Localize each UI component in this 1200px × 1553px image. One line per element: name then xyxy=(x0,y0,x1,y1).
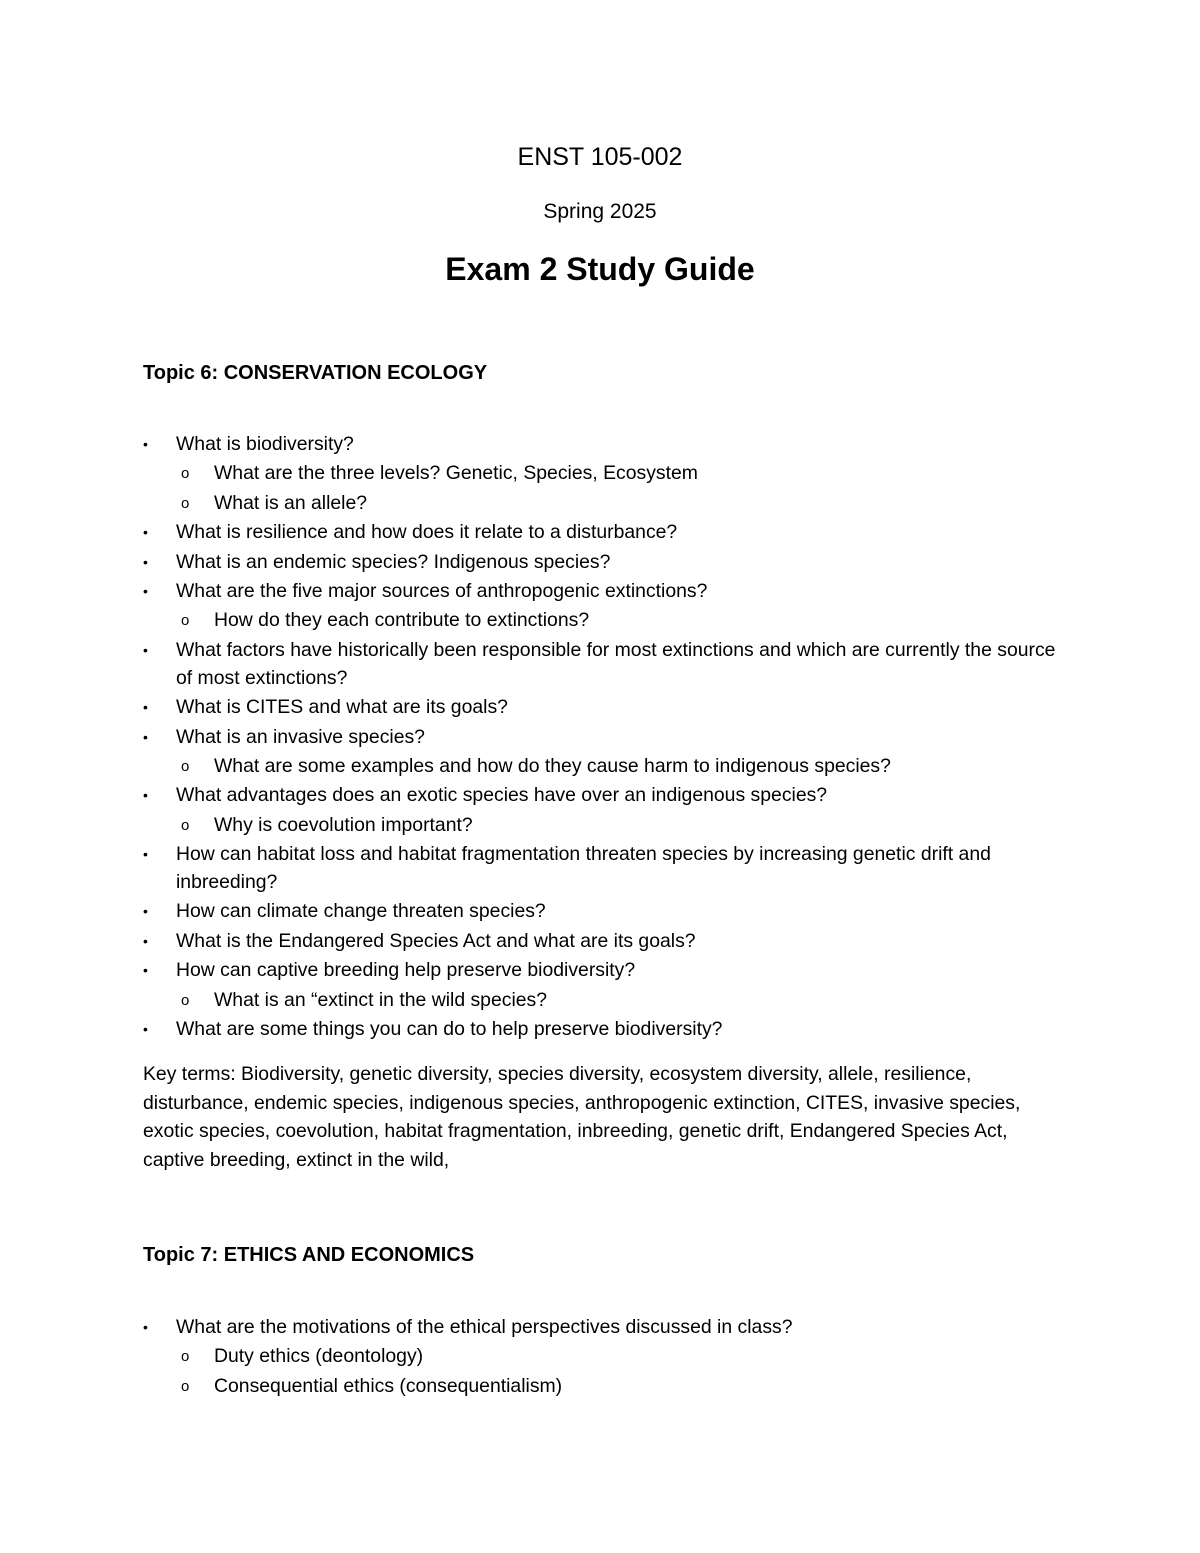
bullet-icon: • xyxy=(143,553,148,570)
sub-question-item xyxy=(143,986,1063,1014)
sub-bullet-icon: o xyxy=(181,465,190,483)
bullet-icon: • xyxy=(143,787,148,804)
sub-question-text: What is an “extinct in the wild species? xyxy=(214,988,548,1011)
question-item xyxy=(143,518,1063,546)
question-text: What is biodiversity? xyxy=(176,433,354,455)
topic-7-heading: Topic 7: ETHICS AND ECONOMICS xyxy=(143,1244,475,1266)
sub-bullet-icon: o xyxy=(181,1377,190,1395)
question-text: What factors have historically been responsible for most extinctions and which are currently the source of most extinctions? xyxy=(176,638,1056,689)
question-text: What are the motivations of the ethical perspectives discussed in class? xyxy=(176,1316,793,1338)
sub-question-list xyxy=(176,986,1063,1014)
question-item xyxy=(143,781,1063,838)
bullet-icon: • xyxy=(143,699,148,716)
sub-bullet-icon: o xyxy=(181,816,190,834)
sub-question-text: Why is coevolution important? xyxy=(214,813,473,836)
question-text: What are some things you can do to help preserve biodiversity? xyxy=(176,1018,723,1041)
sub-question-item xyxy=(143,606,1063,634)
sub-question-item xyxy=(143,752,1063,780)
bullet-icon: • xyxy=(143,641,148,658)
page-title: Exam 2 Study Guide xyxy=(445,251,755,287)
sub-question-text: What is an allele? xyxy=(214,491,368,514)
bullet-icon: • xyxy=(143,582,148,599)
sub-question-list xyxy=(176,752,1063,780)
sub-question-item xyxy=(143,811,1063,839)
sub-bullet-icon: o xyxy=(181,991,190,1009)
question-text: What is an endemic species? Indigenous species? xyxy=(176,550,611,573)
sub-question-text: Consequential ethics (consequentialism) xyxy=(214,1374,563,1397)
sub-bullet-icon: o xyxy=(181,494,190,512)
question-text: What is resilience and how does it relate to a disturbance? xyxy=(176,521,678,544)
question-text: How can habitat loss and habitat fragmentation threaten species by increasing genetic drift and inbreeding? xyxy=(176,843,991,894)
question-item xyxy=(143,840,1063,896)
sub-question-item xyxy=(143,1372,1063,1400)
bullet-icon: • xyxy=(143,846,148,863)
bullet-icon: • xyxy=(143,728,148,745)
question-item xyxy=(143,577,1063,634)
question-item xyxy=(143,636,1063,692)
topic-6-question-list xyxy=(143,430,1063,1044)
question-item xyxy=(143,723,1063,780)
sub-bullet-icon: o xyxy=(181,612,190,630)
question-item xyxy=(143,956,1063,1013)
question-text: What is an invasive species? xyxy=(176,725,425,748)
term-label: Spring 2025 xyxy=(543,200,657,223)
bullet-icon: • xyxy=(143,903,148,920)
sub-question-list xyxy=(176,811,1063,839)
sub-question-text: How do they each contribute to extinctions? xyxy=(214,609,590,632)
question-item xyxy=(143,693,1063,721)
bullet-icon: • xyxy=(143,1319,148,1335)
question-item xyxy=(143,1015,1063,1043)
bullet-icon: • xyxy=(143,962,148,979)
topic-7-question-list xyxy=(143,1313,1063,1401)
sub-question-list xyxy=(176,459,1063,516)
sub-bullet-icon: o xyxy=(181,757,190,775)
sub-bullet-icon: o xyxy=(181,1348,190,1366)
question-text: What advantages does an exotic species have over an indigenous species? xyxy=(176,784,828,807)
sub-question-text: Duty ethics (deontology) xyxy=(214,1345,424,1368)
sub-question-list xyxy=(176,606,1063,634)
question-text: How can climate change threaten species? xyxy=(176,900,546,923)
bullet-icon: • xyxy=(143,524,148,541)
bullet-icon: • xyxy=(143,1021,148,1038)
bullet-icon: • xyxy=(143,932,148,949)
topic-6-key-terms: Key terms: Biodiversity, genetic diversity, species diversity, ecosystem diversity, allele, resilience, disturbance, endemic species, indigenous species, anthropogenic extinction, CITES, invasive species, exotic species, coevolution, habitat fragmentation, inbreeding, genetic drift, Endangered Species Act, captive breeding, extinct in the wild, xyxy=(143,1063,1021,1171)
sub-question-list xyxy=(176,1342,1063,1399)
course-code: ENST 105-002 xyxy=(517,143,683,171)
question-item xyxy=(143,548,1063,576)
question-item xyxy=(143,927,1063,955)
sub-question-item xyxy=(143,489,1063,517)
question-item xyxy=(143,1313,1063,1400)
question-item xyxy=(143,430,1063,517)
sub-question-text: What are the three levels? Genetic, Species, Ecosystem xyxy=(214,462,698,485)
sub-question-text: What are some examples and how do they cause harm to indigenous species? xyxy=(214,754,891,777)
sub-question-item xyxy=(143,459,1063,487)
question-text: What is the Endangered Species Act and what are its goals? xyxy=(176,929,696,952)
question-text: How can captive breeding help preserve biodiversity? xyxy=(176,959,636,982)
question-text: What are the five major sources of anthropogenic extinctions? xyxy=(176,579,708,602)
topic-6-heading: Topic 6: CONSERVATION ECOLOGY xyxy=(143,362,488,384)
question-text: What is CITES and what are its goals? xyxy=(176,696,508,719)
sub-question-item xyxy=(143,1342,1063,1370)
bullet-icon: • xyxy=(143,436,148,452)
question-item xyxy=(143,897,1063,925)
